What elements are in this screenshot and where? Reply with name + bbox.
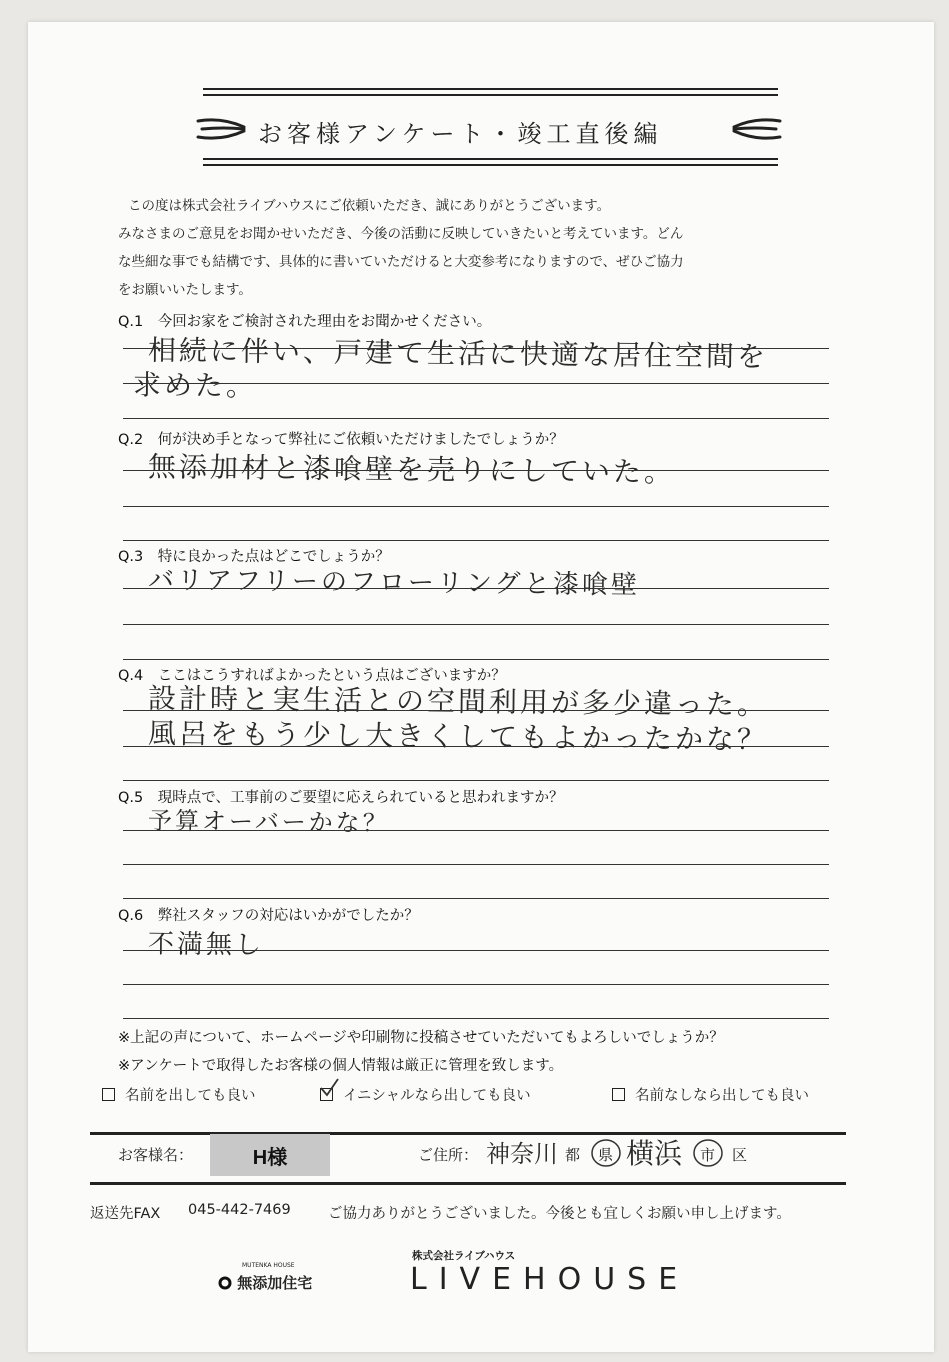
answer-2-line-1: 無添加材と漆喰壁を売りにしていた。 <box>147 450 676 489</box>
circled-shi-icon <box>692 1138 724 1168</box>
question-4: Q.4 ここはこうすればよかったという点はございますか？ <box>118 668 506 684</box>
company-name: 株式会社ライブハウス <box>412 1250 516 1262</box>
answer-6-line-1: 不満無し <box>147 929 265 961</box>
privacy-note: ※アンケートで取得したお客様の個人情報は厳正に管理を致します。 <box>118 1058 564 1074</box>
question-3: Q.3 特に良かった点はどこでしょうか？ <box>118 549 390 565</box>
intro-line: をお願いいたします。 <box>118 282 252 298</box>
checkmark-icon <box>318 1077 340 1099</box>
option-label: 名前なしなら出しても良い <box>635 1088 809 1104</box>
swirl-right-icon <box>730 115 782 143</box>
checkbox-icon[interactable] <box>102 1088 115 1101</box>
publish-permission-note: ※上記の声について、ホームページや印刷物に投稿させていただいてもよろしいでしょうか？ <box>118 1030 724 1046</box>
option-name-ok[interactable] <box>102 1084 256 1105</box>
ring-icon <box>218 1276 232 1290</box>
answer-1-line-1: 相続に伴い、戸建て生活に快適な居住空間を <box>147 333 769 374</box>
answer-4-line-1: 設計時と実生活との空間利用が多少違った。 <box>147 681 769 722</box>
answer-rule <box>123 950 829 951</box>
answer-rule <box>123 864 829 865</box>
answer-rule <box>123 470 829 471</box>
answer-rule <box>123 710 829 711</box>
livehouse-logo: LIVEHOUSE <box>410 1262 690 1297</box>
question-2: Q.2 何が決め手となって弊社にご依頼いただけましたでしょうか？ <box>118 432 564 448</box>
answer-rule <box>123 830 829 831</box>
thanks-message: ご協力ありがとうございました。今後とも宜しくお願い申し上げます。 <box>328 1206 791 1222</box>
fax-label: 返送先FAX <box>90 1206 161 1222</box>
mutenka-logo-small: MUTENKA HOUSE <box>242 1262 295 1269</box>
question-1: Q.1 今回お家をご検討された理由をお聞かせください。 <box>118 314 492 330</box>
answer-rule <box>123 348 829 349</box>
option-label: イニシャルなら出しても良い <box>343 1088 531 1104</box>
circled-ken-icon <box>590 1138 622 1168</box>
unit-ku: 区 <box>732 1146 748 1164</box>
answer-4-line-2: 風呂をもう少し大きくしてもよかったかな？ <box>147 716 769 757</box>
question-5: Q.5 現時点で、工事前のご要望に応えられていると思われますか？ <box>118 790 564 806</box>
option-initials-ok[interactable] <box>320 1084 531 1105</box>
mutenka-logo <box>218 1262 313 1293</box>
answer-rule <box>123 506 829 507</box>
city-value: 横浜 <box>626 1137 683 1170</box>
swirl-left-icon <box>196 115 248 143</box>
answer-rule <box>123 780 829 781</box>
survey-sheet <box>28 22 934 1352</box>
option-label: 名前を出しても良い <box>125 1088 256 1104</box>
customer-name-value: H様 <box>210 1134 330 1176</box>
checkbox-checked-icon[interactable] <box>320 1088 333 1101</box>
answer-rule <box>123 659 829 660</box>
answer-rule <box>123 588 829 589</box>
unit-to: 都 <box>565 1146 581 1164</box>
intro-line: この度は株式会社ライブハウスにご依頼いただき、誠にありがとうございます。 <box>128 198 611 214</box>
answer-rule <box>123 746 829 747</box>
mutenka-logo-text: 無添加住宅 <box>237 1274 313 1292</box>
intro-line: な些細な事でも結構です、具体的に書いていただけると大変参考になりますので、ぜひご協力 <box>118 254 684 270</box>
prefecture-value: 神奈川 <box>486 1140 558 1168</box>
unit-shi: 市 <box>700 1146 716 1164</box>
answer-rule <box>123 540 829 541</box>
fax-number: 045-442-7469 <box>188 1202 291 1218</box>
intro-line: みなさまのご意見をお聞かせいただき、今後の活動に反映していきたいと考えています。どん <box>118 226 684 242</box>
address-label: ご住所： <box>418 1146 479 1164</box>
answer-rule <box>123 383 829 384</box>
answer-rule <box>123 984 829 985</box>
answer-rule <box>123 624 829 625</box>
answer-rule <box>123 1018 829 1019</box>
info-rule-top <box>90 1132 846 1135</box>
answer-rule <box>123 418 829 419</box>
answer-1-line-2: 求めた。 <box>132 368 258 403</box>
title-rule-top <box>203 88 778 100</box>
answer-5-line-1: 予算オーバーかな？ <box>147 806 390 838</box>
unit-ken: 県 <box>598 1146 614 1164</box>
info-rule-bottom <box>90 1182 846 1185</box>
answer-3-line-1: バリアフリーのフローリングと漆喰壁 <box>147 565 641 601</box>
customer-name-label: お客様名： <box>118 1146 194 1164</box>
survey-title: お客様アンケート・竣工直後編 <box>258 120 663 148</box>
checkbox-icon[interactable] <box>612 1088 625 1101</box>
option-anonymous-ok[interactable] <box>612 1084 809 1105</box>
title-rule-bottom <box>203 158 778 170</box>
answer-rule <box>123 898 829 899</box>
question-6: Q.6 弊社スタッフの対応はいかがでしたか？ <box>118 908 419 924</box>
